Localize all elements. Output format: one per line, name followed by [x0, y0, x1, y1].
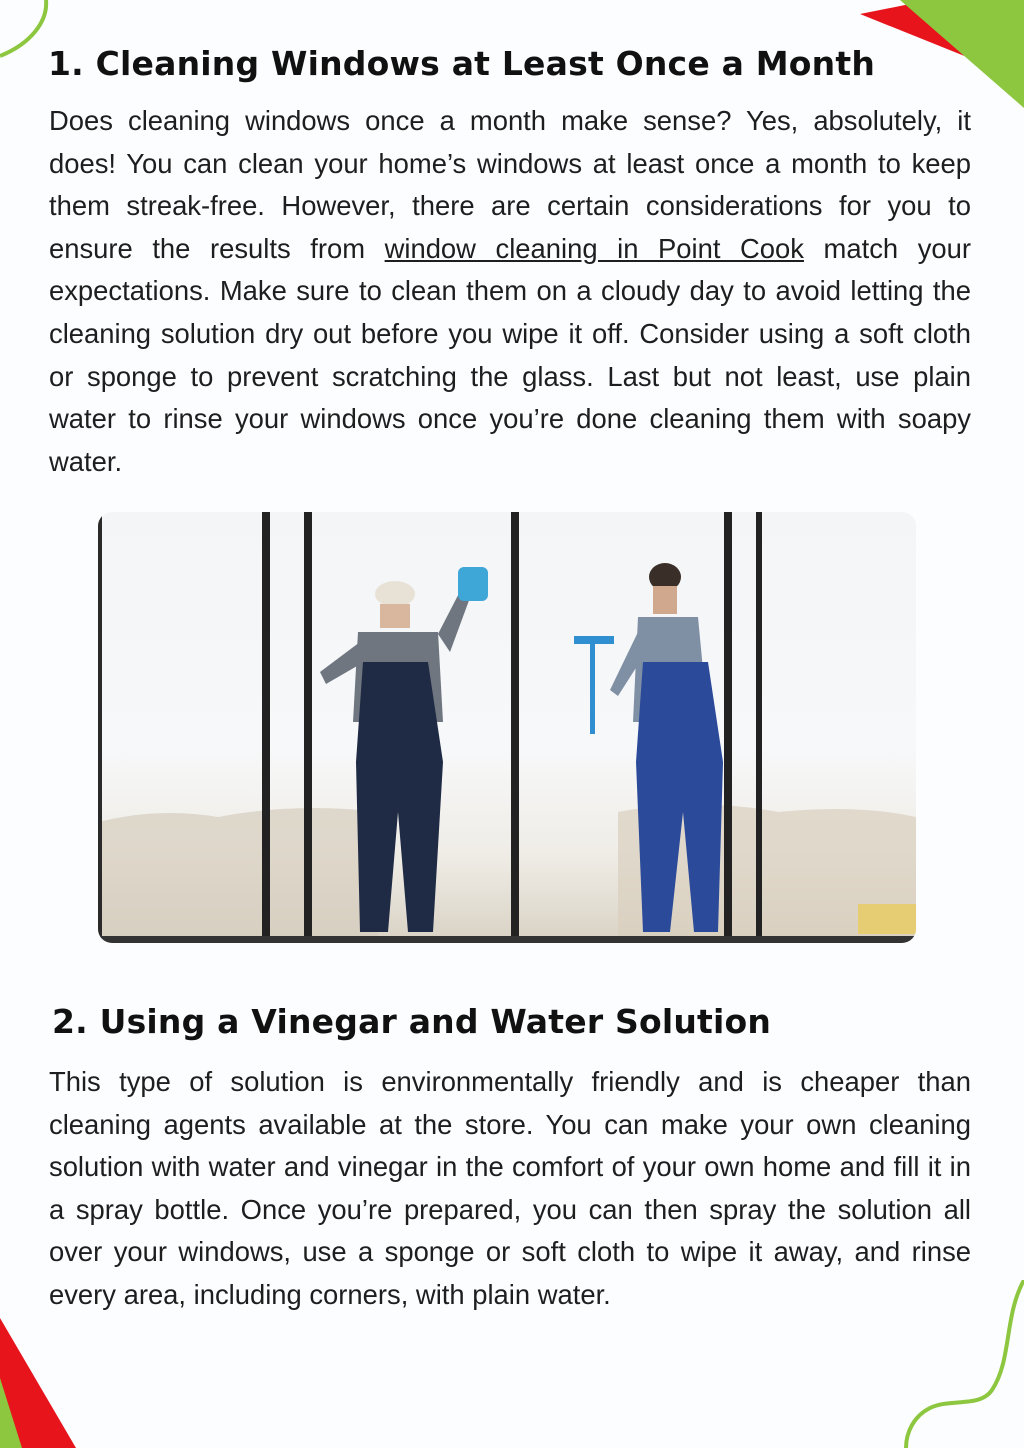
bottom-left-red-triangle: [0, 1318, 80, 1448]
window-cleaners-photo: [98, 512, 916, 943]
window-cleaning-point-cook-link[interactable]: window cleaning in Point Cook: [384, 232, 804, 264]
section-2-paragraph: This type of solution is environmentally friendly and is cheaper than cleaning agents available at the store. You can make your own cleaning solution with water and vinegar in the comfort of your own home and fill it in a spray bottle. Once you’re prepared, you can then spray the solution all over your windows, use a sponge or soft cloth to wipe it away, and rinse every area, including corners, with plain water.: [49, 1066, 971, 1310]
top-right-corner-triangles: [860, 0, 1024, 110]
section-1-text-start: Does cleaning windows once a month make sense? Yes, absolutely, it does! You can clean your home’s windows at least once a month to keep them streak-free. However, there are certain considerations for you to ensure the results from: [49, 105, 971, 264]
section-1-heading: 1. Cleaning Windows at Least Once a Month: [48, 44, 876, 83]
section-1-paragraph: [49, 100, 971, 483]
section-2-heading: 2. Using a Vinegar and Water Solution: [52, 1002, 772, 1041]
section-1-text-end: match your expectations. Make sure to clean them on a cloudy day to avoid letting the cleaning solution dry out before you wipe it off. Consider using a soft cloth or sponge to prevent scratching the glass. Last but not least, use plain water to rinse your windows once you’re done cleaning them with soapy water.: [49, 232, 971, 477]
